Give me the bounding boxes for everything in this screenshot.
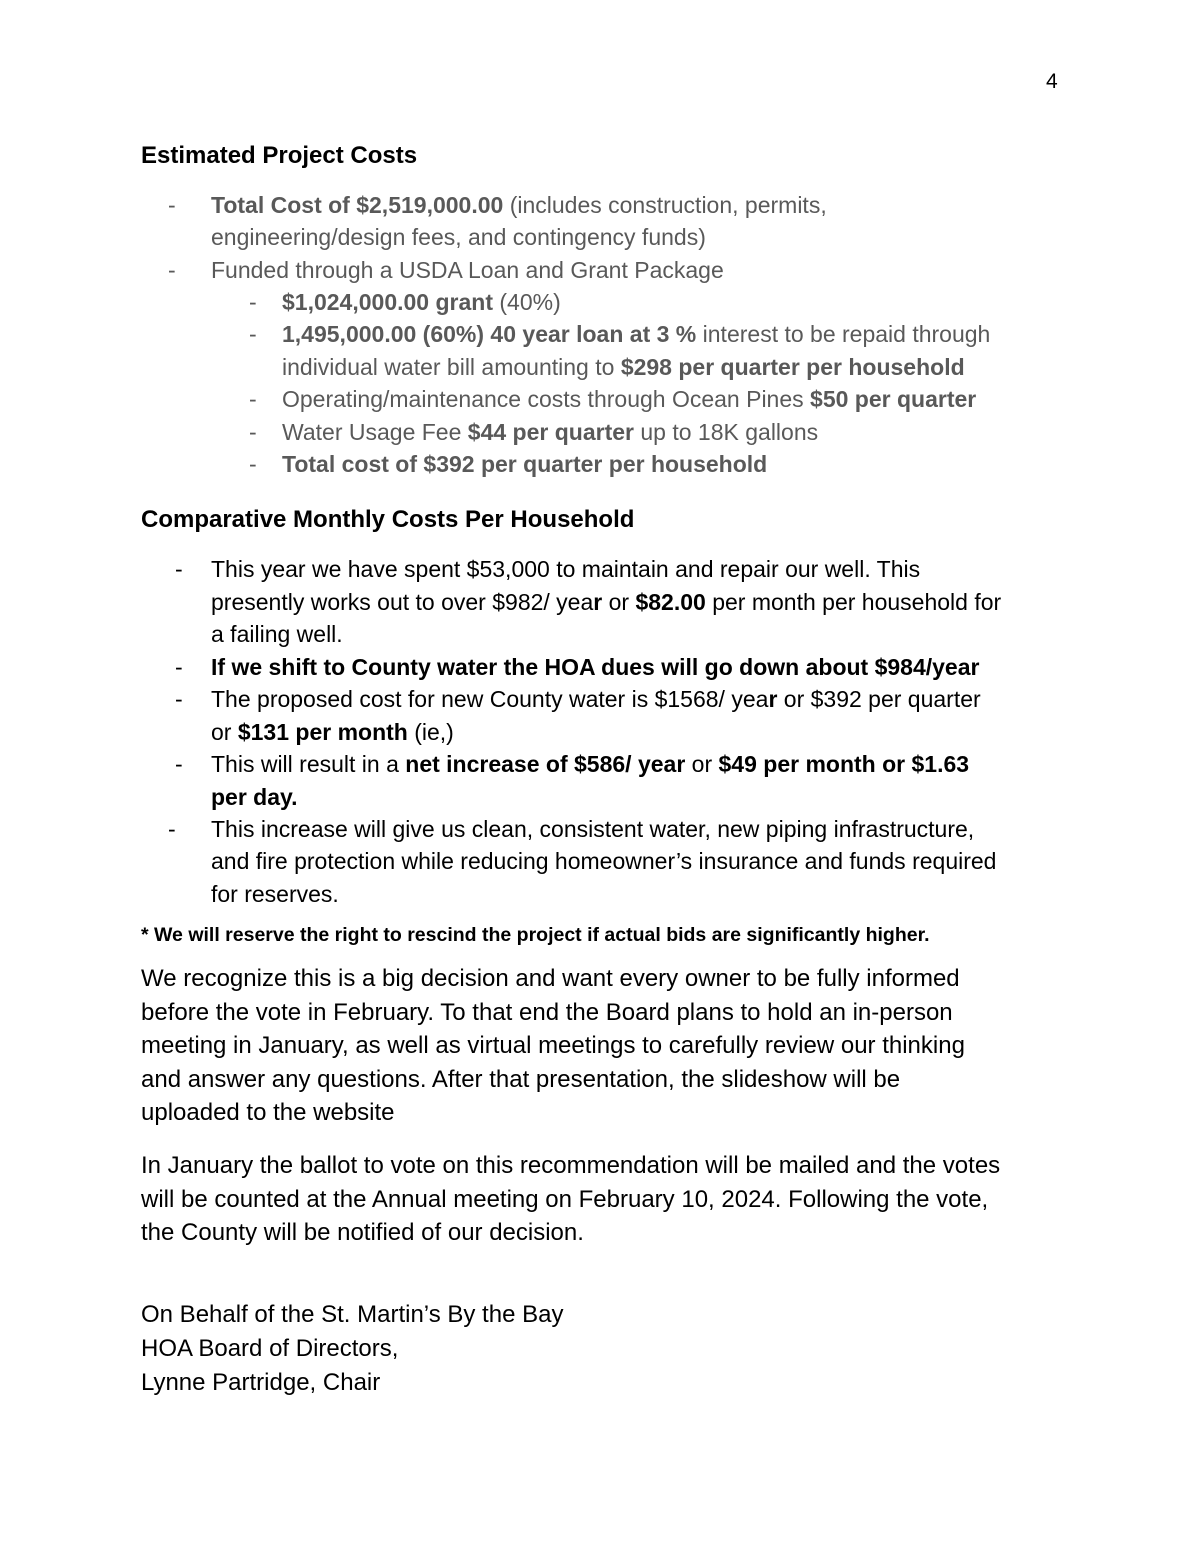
- list-item: This year we have spent $53,000 to maintain and repair our well. This: [211, 556, 921, 582]
- page-number: 4: [1046, 70, 1058, 93]
- paragraph-line: We recognize this is a big decision and want every owner to be fully informed: [141, 965, 960, 992]
- list-dash: -: [168, 816, 176, 842]
- signature-line: HOA Board of Directors,: [141, 1335, 399, 1362]
- sublist-dash: -: [249, 419, 257, 445]
- sublist-item: Total cost of $392 per quarter per household: [282, 451, 768, 477]
- list-dash: -: [175, 686, 183, 712]
- paragraph-line: will be counted at the Annual meeting on February 10, 2024. Following the vote,: [141, 1185, 989, 1213]
- list-item-continuation: per day.: [211, 784, 298, 810]
- footnote: * We will reserve the right to rescind the project if actual bids are significantly higher.: [141, 924, 930, 946]
- list-dash: -: [168, 257, 176, 283]
- paragraph-ballot: [141, 1149, 1000, 1250]
- sublist-item: Operating/maintenance costs through Ocean Pines $50 per quarter: [282, 386, 977, 412]
- paragraph-line: In January the ballot to vote on this recommendation will be mailed and the votes: [141, 1152, 1001, 1179]
- paragraph-line: and answer any questions. After that presentation, the slideshow will be: [141, 1065, 901, 1093]
- list-item: This increase will give us clean, consistent water, new piping infrastructure,: [211, 816, 975, 842]
- signature-line: Lynne Partridge, Chair: [141, 1369, 381, 1396]
- paragraph-line: before the vote in February. To that end the Board plans to hold an in-person: [141, 998, 953, 1026]
- list-item-continuation: or $131 per month (ie,): [211, 719, 454, 745]
- list-item-continuation: for reserves.: [211, 881, 339, 907]
- sublist-dash: -: [249, 451, 257, 477]
- list-item-continuation: presently works out to over $982/ year or $82.00 per month per household for: [211, 589, 1002, 615]
- list-dash: -: [175, 751, 183, 777]
- paragraph-line: the County will be notified of our decision.: [141, 1219, 584, 1246]
- costs-heading: Estimated Project Costs: [141, 142, 418, 169]
- list-dash: -: [168, 192, 176, 218]
- sublist-item-continuation: individual water bill amounting to $298 per quarter per household: [282, 354, 965, 380]
- paragraph-decision: [141, 962, 965, 1130]
- sublist-item: Water Usage Fee $44 per quarter up to 18K gallons: [282, 419, 819, 445]
- list-item-continuation: engineering/design fees, and contingency funds): [211, 224, 706, 250]
- sublist-item: $1,024,000.00 grant (40%): [282, 289, 561, 315]
- sublist-dash: -: [249, 289, 257, 315]
- paragraph-line: meeting in January, as well as virtual meetings to carefully review our thinking: [141, 1032, 965, 1059]
- list-item: Total Cost of $2,519,000.00 (includes construction, permits,: [211, 192, 827, 218]
- list-item: The proposed cost for new County water is $1568/ year or $392 per quarter: [211, 686, 981, 712]
- monthly-heading: Comparative Monthly Costs Per Household: [141, 506, 635, 533]
- sublist-item: 1,495,000.00 (60%) 40 year loan at 3 % interest to be repaid through: [282, 321, 991, 347]
- signature-line: On Behalf of the St. Martin’s By the Bay: [141, 1301, 564, 1328]
- sublist-dash: -: [249, 321, 257, 347]
- list-item-continuation: and fire protection while reducing homeowner’s insurance and funds required: [211, 848, 997, 874]
- sublist-dash: -: [249, 386, 257, 412]
- list-dash: -: [175, 556, 183, 582]
- list-item: Funded through a USDA Loan and Grant Package: [211, 257, 724, 283]
- list-dash: -: [175, 654, 183, 680]
- paragraph-line: uploaded to the website: [141, 1099, 395, 1126]
- list-item: This will result in a net increase of $586/ year or $49 per month or $1.63: [211, 751, 970, 777]
- list-item: If we shift to County water the HOA dues will go down about $984/year: [211, 654, 980, 680]
- signature-block: [141, 1298, 563, 1400]
- list-item-continuation: a failing well.: [211, 621, 343, 647]
